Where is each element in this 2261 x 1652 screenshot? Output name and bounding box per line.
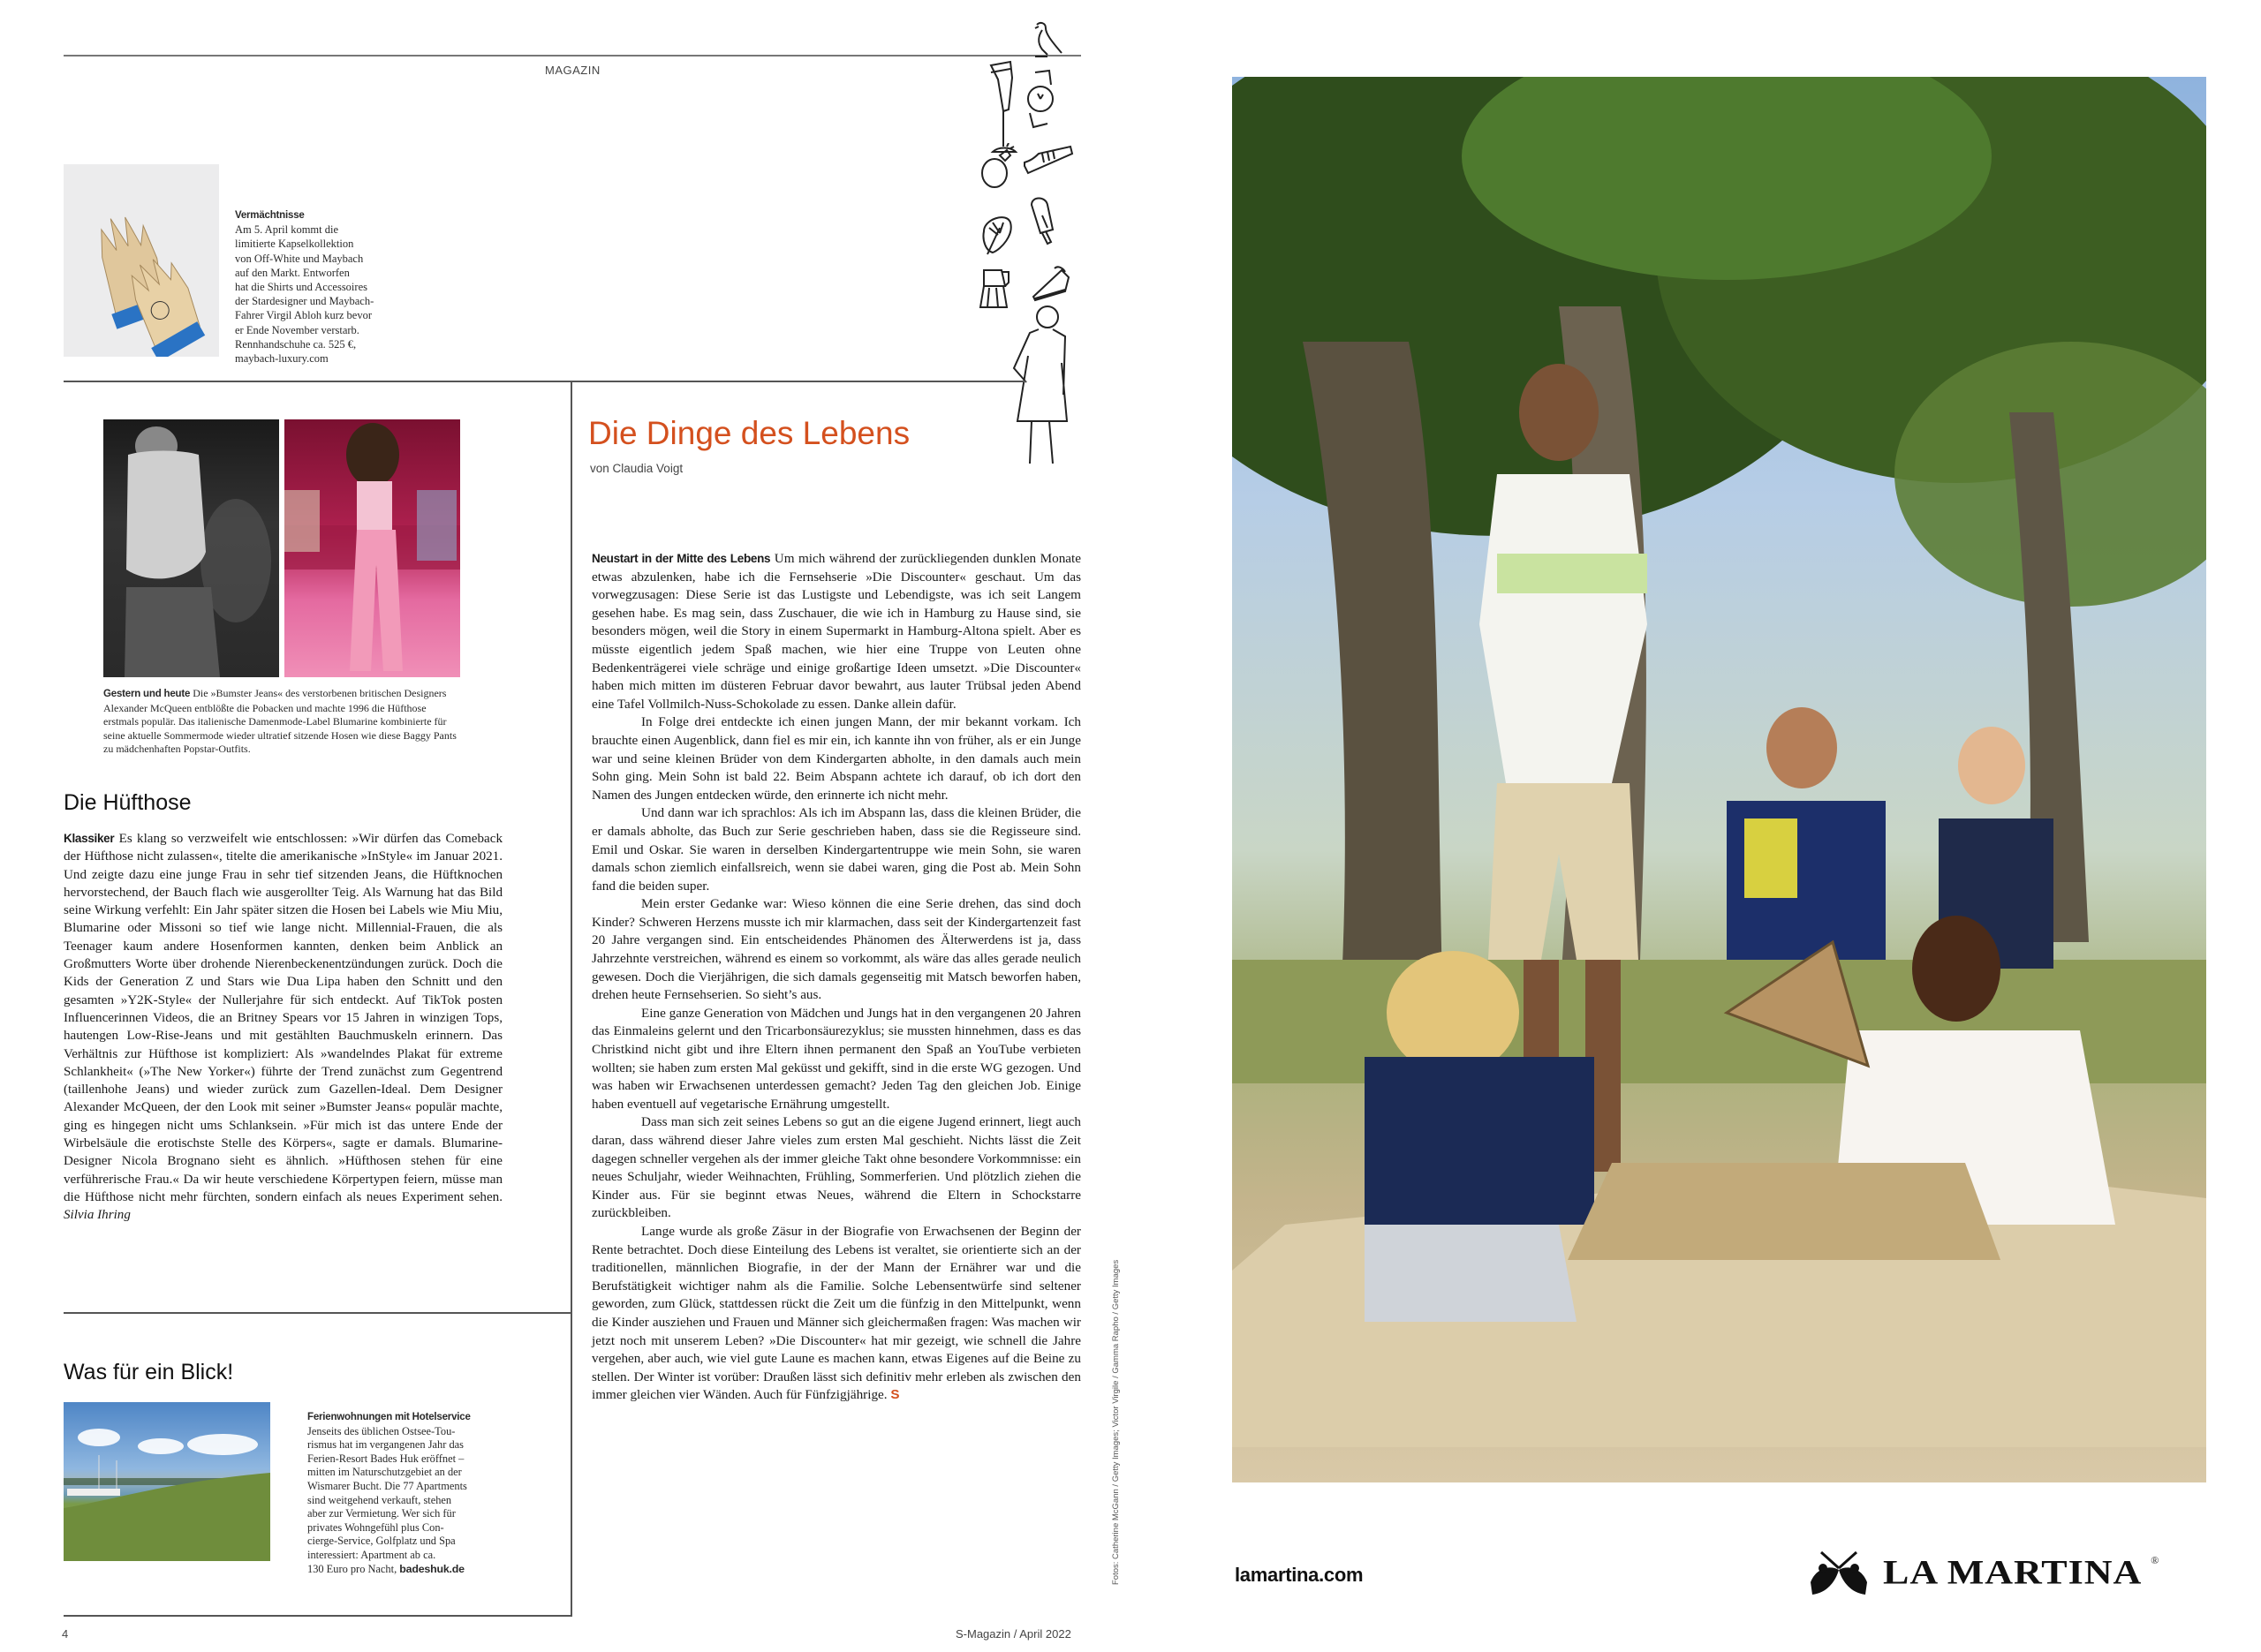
- text-line: Am 5. April kommt die: [235, 223, 339, 237]
- column-paragraph: [592, 1223, 1081, 1405]
- vermaechtnisse-heading: Vermächtnisse: [235, 210, 305, 221]
- diamond-ring-icon: [980, 143, 1016, 191]
- column-paragraph: In Folge drei entdeckte ich einen jungen Mann, der mir bekannt vorkam. Ich brauchte einen Augenblick, dann fiel es mir ein, ich kannte ihn von früher, als er ein Junge war und seine kleinen Brüder von dem Kindergarten abholte, in den damals auch mein Sohn ging. Mein Sohn ist bald 22. Beim Abspann achtete ich darauf, ob ich dort den Namen des Jungen entdecken würde, den erinnerte ich nicht mehr.: [592, 714, 1081, 803]
- text-line: rismus hat im vergangenen Jahr das: [307, 1438, 464, 1452]
- huefthose-title: Die Hüfthose: [64, 790, 192, 815]
- text-line: der Stardesigner und Maybach-: [235, 295, 374, 308]
- maybach-link[interactable]: maybach-luxury.com: [235, 352, 329, 366]
- sneaker-icon: [1021, 143, 1074, 178]
- column-byline: von Claudia Voigt: [590, 462, 684, 475]
- brand-name: LA MARTINA: [1883, 1551, 2143, 1592]
- text-line: cierge-Service, Golfplatz und Spa: [307, 1535, 456, 1548]
- blick-title: Was für ein Blick!: [64, 1360, 234, 1384]
- column-paragraph: [592, 550, 1081, 713]
- blumarine-runway-photo: [284, 419, 460, 677]
- text-line: aber zur Vermietung. Wer sich für: [307, 1507, 456, 1520]
- popsicle-icon: [1026, 196, 1058, 245]
- column-paragraph: Dass man sich zeit seines Lebens so gut an die eigene Jugend erinnert, liegt auch daran, dass während dieser Jahre vieles zum ersten Mal geschieht. Nichts lässt die Zeit dagegen schneller vergehen als der immer gleiche Takt ohne besondere Vorkommnisse: ein neues Schuljahr, wieder Weihnachten, Frühling, Sommerferien. Und plötzlich ziehen die Kinder aus. Für sie beginnt etwas Neues, während die Eltern in Schockstarre zurückbleiben.: [592, 1114, 1081, 1221]
- end-mark: S: [890, 1387, 900, 1403]
- column-paragraph: Mein erster Gedanke war: Wieso können die eine Serie drehen, das sind doch Kinder? Schweren Herzens musste ich mir klarmachen, dass seit der Kindergartenzeit fast 20 Jahre vergangen sind. Ein entscheidendes Phänomen des Älterwerdens ist ja, dass Jahrzehnte verstreichen, während es einem so vorkommt, als wäre das alles gerade neulich gewesen. Doch die Vierjährigen, die sich damals gegenseitig mit Matsch beworfen haben, drehen heute Fernsehserien. So sieht’s aus.: [592, 896, 1081, 1003]
- paragraph-text: Um mich während der zurückliegenden dunklen Monate etwas abzulenken, habe ich die Fernsehserie »Die Discounter« geschaut. Um das vorwegzusagen: Diese Serie ist das Lustigste und Lebendigste, was ich seit Langem gesehen habe. Es mag sein, dass Zuschauer, die wie ich in Hamburg zu Hause sind, sie besonders mögen, weil die Story in einem Supermarkt in Hamburg-Altona spielt. Aber es müsste eigentlich jedem Spaß machen, wie hier eine Truppe von Leuten ohne Bedenkenträgerei viele schräge und einige großartige Ideen umsetzt. »Die Discounter« haben mich mitten im düsteren Februar davor bewahrt, aus lauter Trübsal jeden Abend eine Tafel Vollmilch-Nuss-Schokolade zu essen. Danke allein dafür.: [592, 551, 1082, 712]
- section-divider: [64, 381, 1026, 382]
- column-divider: [571, 381, 572, 1617]
- ad-url[interactable]: lamartina.com: [1235, 1564, 1364, 1586]
- text-line: sind weitgehend verkauft, stehen: [307, 1493, 452, 1506]
- top-rule: [64, 55, 1081, 57]
- column-paragraph: Eine ganze Generation von Mädchen und Jungs hat in den vergangenen 20 Jahren das Einmaleins gelernt und den Tricarbonsäurezyklus; sie mussten hinnehmen, dass es das Christkind nicht gibt und ihre Eltern ihnen permanent den Spaß an YouTube verbieten wollten; sie haben zum ersten Mal geküsst und gekifft, sind in die erste WG gezogen. Und was haben wir Erwachsenen unterdessen gemacht? Jeden Tag den gleichen Job. Einige haben eventuell auf vegetarische Ernährung umgestellt.: [592, 1005, 1081, 1112]
- text-line: von Off-White und Maybach: [235, 252, 364, 265]
- column-body: [592, 550, 1081, 1405]
- wristwatch-icon: [1023, 69, 1058, 131]
- woman-figure-icon: [1005, 305, 1076, 464]
- huefthose-author: Silvia Ihring: [64, 1208, 131, 1223]
- vermaechtnisse-text: [235, 207, 412, 366]
- huefthose-text: Es klang so verzweifelt wie entschlossen: »Wir dürfen das Comeback der Hüfthose nicht zulassen«, titelte die amerikanische »InStyle« im Januar 2021. Und zeigte dazu eine junge Frau in sehr tief sitzenden Jeans, die Hüftknochen hervorstechend, der Bauch flach wie ausgerollter Teig. Als Warnung hat das Bild seine Wirkung verfehlt: Ein Jahr später sitzen die Hosen bei Labels wie Miu Miu, Blumarine oder Missoni so tief wie lange nicht. Millennial-Frauen, die als Teenager kaum andere Hosenformen kannten, denken beim Anblick an Großmutters Worte über drohende Nierenbeckenentzündungen zurück. Doch die Kids der Generation Z und Stars wie Dua Lipa haben den Schnitt und den gesamten »Y2K-Style« der Nullerjahre für sich entdeckt. Auf TikTok posten Influencerinnen Videos, die an Britney Spears vor 15 Jahren in winzigen Tops, hautengen Low-Rise-Jeans und mit gestählten Bauchmuskeln erinnern. Das Verhältnis zur Hüfthose ist kompliziert: Als »wandelndes Plakat für extreme Schlankheit« (»The New Yorker«) führte der Trend zunächst zum Gegentrend (taillenhohe Jeans) und wieder zurück zum Gazellen-Ideal. Dem Designer Alexander McQueen, der den Look mit seiner »Bumster Jeans« populär machte, ging es hingegen nicht ums Schlanksein. »Für mich ist das untere Ende der Wirbelsäule die erotischste Stelle des Körpers«, sagte er damals. Blumarine-Designer Nicola Brognano sieht es ähnlich. »Hüfthosen stehen für eine verführerische Frau.« Da wir heute verschiedene Körpertypen feiern, müsse man die Hüfthose nicht mehr fürchten, sondern einfach als neues Experiment sehen.: [64, 832, 503, 1204]
- monstera-leaf-icon: [979, 210, 1014, 256]
- bird-icon: [1025, 19, 1069, 58]
- registered-mark: ®: [2151, 1554, 2159, 1566]
- photo-credit: Fotos: Catherine McGann / Getty Images; Victor Virgile / Gamma Rapho / Getty Images: [1111, 1259, 1121, 1585]
- gloves-image: [64, 164, 219, 357]
- caption-text: Die »Bumster Jeans« des verstorbenen britischen Designers Alexander McQueen entblößte die Pobacken und machte 1996 die Hüfthose erstmals populär. Das italienische Damenmode-Label Blumarine kombinierte für seine aktuelle Sommermode wieder ultratief sitzende Hosen wie diese Baggy Pants zu mädchenhaften Popstar-Outfits.: [103, 687, 457, 755]
- badeshuk-link[interactable]: badeshuk.de: [399, 1562, 465, 1575]
- bumster-jeans-photo: [103, 419, 279, 677]
- baltic-bay-photo: [64, 1402, 270, 1561]
- blick-heading: Ferienwohnungen mit Hotelservice: [307, 1412, 471, 1422]
- caption-lead: Gestern und heute: [103, 689, 191, 699]
- text-line: Ferien-Resort Bades Huk eröffnet –: [307, 1452, 465, 1465]
- section-divider-2: [64, 1312, 571, 1314]
- cake-slice-icon: [1032, 265, 1070, 304]
- text-line: 130 Euro pro Nacht,: [307, 1562, 400, 1575]
- text-line: auf den Markt. Entworfen: [235, 266, 350, 279]
- text-line: limitierte Kapselkollektion: [235, 238, 354, 251]
- page-number: 4: [62, 1627, 69, 1641]
- blick-text: [307, 1410, 528, 1576]
- section-label: MAGAZIN: [545, 64, 601, 77]
- text-line: hat die Shirts und Accessoires: [235, 281, 367, 294]
- huefthose-caption: [103, 687, 461, 757]
- text-line: Wismarer Bucht. Die 77 Apartments: [307, 1479, 467, 1492]
- polo-players-logo-icon: [1804, 1547, 1874, 1596]
- text-line: privates Wohngefühl plus Con-: [307, 1520, 444, 1534]
- section-divider-3: [64, 1615, 571, 1617]
- column-paragraph: Und dann war ich sprachlos: Als ich im Abspann las, dass die kleinen Brüder, die er damals abholte, das Buch zur Serie geschrieben haben, dass sie die Regisseure sind. Emil und Oskar. Sie waren in derselben Kindergartentruppe wie mein Sohn, sie waren damals schon ziemlich einfallsreich, wenn sie dabei waren, ging die Post ab. Mein Sohn fand die beiden super.: [592, 805, 1081, 894]
- text-line: er Ende November verstarb.: [235, 323, 359, 336]
- text-line: Rennhandschuhe ca. 525 €,: [235, 337, 357, 351]
- footer-issue: S-Magazin / April 2022: [956, 1627, 1071, 1641]
- text-line: interessiert: Apartment ab ca.: [307, 1548, 436, 1561]
- huefthose-lead: Klassiker: [64, 832, 115, 845]
- text-line: Jenseits des üblichen Ostsee-Tou-: [307, 1424, 456, 1437]
- paragraph-text: Lange wurde als große Zäsur in der Biografie von Erwachsenen der Beginn der Rente betrachtet. Doch diese Einteilung des Lebens ist veraltet, sie orientierte sich an der traditionellen, männlichen Biografie, in der der Mann der Ernährer war und die Berufstätigkeit wichtiger nahm als die Familie. Solche Lebensentwürfe sind seltener geworden, zum Glück, stattdessen rückt die Zeit um die fünfzig in den Mittelpunkt, wenn die Kinder ausziehen und Frauen und Männer sich gleichermaßen fragen: Was machen wir jetzt noch mit unserem Leben? »Die Discounter« hat mir gezeigt, wie schnell die Jahre vergehen, aber auch, wie viel gute Laune es machen kann, etwas Eigenes auf die Beine zu stellen. Der Winter ist vorüber: Draußen lässt sich definitiv mehr erleben als zwischen den immer gleichen vier Wänden. Auch für Fünfzigjährige.: [592, 1223, 1081, 1403]
- text-line: mitten im Naturschutzgebiet an der: [307, 1466, 462, 1479]
- column-lead: Neustart in der Mitte des Lebens: [592, 552, 771, 565]
- text-line: Fahrer Virgil Abloh kurz bevor: [235, 309, 373, 322]
- column-title: Die Dinge des Lebens: [588, 415, 911, 451]
- ad-photo: [1232, 77, 2206, 1482]
- huefthose-body: [64, 830, 503, 1225]
- brand-logo: [1804, 1547, 2159, 1596]
